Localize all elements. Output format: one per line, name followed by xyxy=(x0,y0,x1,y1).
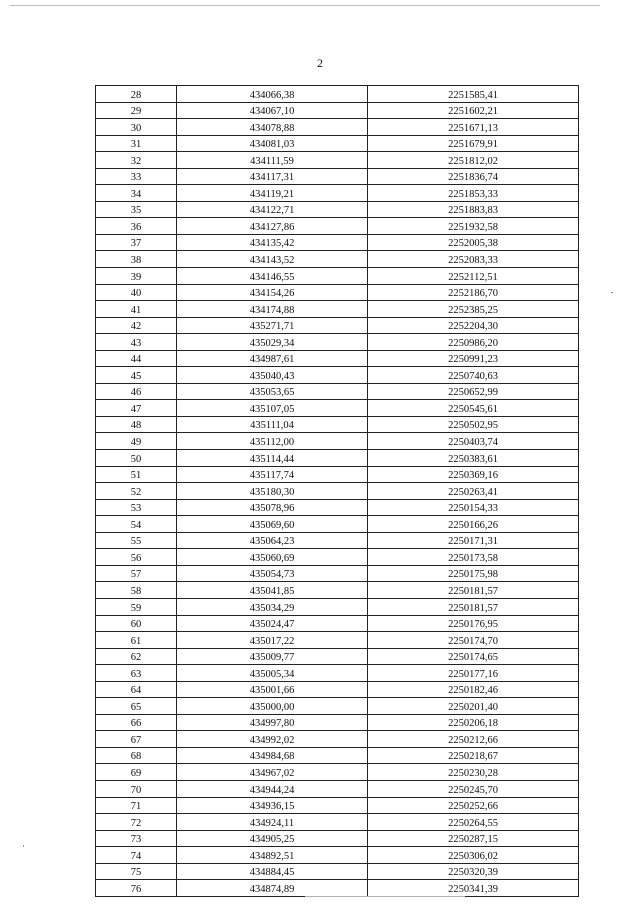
x-coordinate-cell: 435001,66 xyxy=(177,681,368,698)
point-number-cell: 34 xyxy=(96,185,177,202)
point-number-cell: 29 xyxy=(96,102,177,119)
table-row xyxy=(96,532,579,549)
point-number-cell: 56 xyxy=(96,549,177,566)
y-coordinate-cell: 2250182,46 xyxy=(368,681,579,698)
point-number-cell: 28 xyxy=(96,86,177,103)
point-number-cell: 58 xyxy=(96,582,177,599)
y-coordinate-cell: 2250369,16 xyxy=(368,466,579,483)
table-row xyxy=(96,218,579,235)
table-row xyxy=(96,383,579,400)
point-number-cell: 71 xyxy=(96,797,177,814)
y-coordinate-cell: 2250264,55 xyxy=(368,814,579,831)
table-row xyxy=(96,334,579,351)
top-border-line xyxy=(10,5,600,6)
x-coordinate-cell: 434111,59 xyxy=(177,152,368,169)
point-number-cell: 42 xyxy=(96,317,177,334)
y-coordinate-cell: 2252083,33 xyxy=(368,251,579,268)
x-coordinate-cell: 435271,71 xyxy=(177,317,368,334)
x-coordinate-cell: 434884,45 xyxy=(177,863,368,880)
table-row xyxy=(96,549,579,566)
y-coordinate-cell: 2250403,74 xyxy=(368,433,579,450)
y-coordinate-cell: 2250173,58 xyxy=(368,549,579,566)
table-row xyxy=(96,797,579,814)
x-coordinate-cell: 434117,31 xyxy=(177,168,368,185)
x-coordinate-cell: 435064,23 xyxy=(177,532,368,549)
point-number-cell: 46 xyxy=(96,383,177,400)
x-coordinate-cell: 435107,05 xyxy=(177,400,368,417)
x-coordinate-cell: 434122,71 xyxy=(177,201,368,218)
table-row xyxy=(96,400,579,417)
point-number-cell: 45 xyxy=(96,367,177,384)
x-coordinate-cell: 435114,44 xyxy=(177,450,368,467)
x-coordinate-cell: 434874,89 xyxy=(177,880,368,897)
y-coordinate-cell: 2250230,28 xyxy=(368,764,579,781)
y-coordinate-cell: 2250252,66 xyxy=(368,797,579,814)
x-coordinate-cell: 434992,02 xyxy=(177,731,368,748)
y-coordinate-cell: 2252186,70 xyxy=(368,284,579,301)
point-number-cell: 39 xyxy=(96,268,177,285)
point-number-cell: 65 xyxy=(96,698,177,715)
x-coordinate-cell: 434944,24 xyxy=(177,780,368,797)
table-row xyxy=(96,317,579,334)
table-row xyxy=(96,483,579,500)
table-row xyxy=(96,847,579,864)
point-number-cell: 36 xyxy=(96,218,177,235)
point-number-cell: 72 xyxy=(96,814,177,831)
table-row xyxy=(96,648,579,665)
x-coordinate-cell: 435069,60 xyxy=(177,516,368,533)
point-number-cell: 67 xyxy=(96,731,177,748)
y-coordinate-cell: 2250306,02 xyxy=(368,847,579,864)
y-coordinate-cell: 2250201,40 xyxy=(368,698,579,715)
y-coordinate-cell: 2250545,61 xyxy=(368,400,579,417)
y-coordinate-cell: 2250174,70 xyxy=(368,632,579,649)
point-number-cell: 33 xyxy=(96,168,177,185)
x-coordinate-cell: 435041,85 xyxy=(177,582,368,599)
x-coordinate-cell: 435005,34 xyxy=(177,665,368,682)
y-coordinate-cell: 2250740,63 xyxy=(368,367,579,384)
y-coordinate-cell: 2252112,51 xyxy=(368,268,579,285)
table-row xyxy=(96,665,579,682)
y-coordinate-cell: 2250174,65 xyxy=(368,648,579,665)
x-coordinate-cell: 434984,68 xyxy=(177,747,368,764)
x-coordinate-cell: 434081,03 xyxy=(177,135,368,152)
y-coordinate-cell: 2251602,21 xyxy=(368,102,579,119)
point-number-cell: 31 xyxy=(96,135,177,152)
table-row xyxy=(96,251,579,268)
table-row xyxy=(96,168,579,185)
point-number-cell: 74 xyxy=(96,847,177,864)
point-number-cell: 66 xyxy=(96,714,177,731)
x-coordinate-cell: 434936,15 xyxy=(177,797,368,814)
page-number: 2 xyxy=(317,56,323,70)
table-row xyxy=(96,731,579,748)
x-coordinate-cell: 434987,61 xyxy=(177,350,368,367)
point-number-cell: 60 xyxy=(96,615,177,632)
table-row xyxy=(96,565,579,582)
y-coordinate-cell: 2251836,74 xyxy=(368,168,579,185)
x-coordinate-cell: 435180,30 xyxy=(177,483,368,500)
scan-speck xyxy=(611,292,613,293)
y-coordinate-cell: 2250502,95 xyxy=(368,416,579,433)
table-row xyxy=(96,499,579,516)
point-number-cell: 40 xyxy=(96,284,177,301)
x-coordinate-cell: 434143,52 xyxy=(177,251,368,268)
x-coordinate-cell: 434154,26 xyxy=(177,284,368,301)
point-number-cell: 57 xyxy=(96,565,177,582)
y-coordinate-cell: 2250986,20 xyxy=(368,334,579,351)
x-coordinate-cell: 435040,43 xyxy=(177,367,368,384)
y-coordinate-cell: 2250341,39 xyxy=(368,880,579,897)
x-coordinate-cell: 434924,11 xyxy=(177,814,368,831)
x-coordinate-cell: 434997,80 xyxy=(177,714,368,731)
point-number-cell: 30 xyxy=(96,119,177,136)
table-row xyxy=(96,714,579,731)
x-coordinate-cell: 435112,00 xyxy=(177,433,368,450)
point-number-cell: 37 xyxy=(96,234,177,251)
y-coordinate-cell: 2251679,91 xyxy=(368,135,579,152)
point-number-cell: 38 xyxy=(96,251,177,268)
y-coordinate-cell: 2250154,33 xyxy=(368,499,579,516)
y-coordinate-cell: 2250176,95 xyxy=(368,615,579,632)
table-row xyxy=(96,582,579,599)
point-number-cell: 51 xyxy=(96,466,177,483)
y-coordinate-cell: 2250171,31 xyxy=(368,532,579,549)
point-number-cell: 69 xyxy=(96,764,177,781)
x-coordinate-cell: 434078,88 xyxy=(177,119,368,136)
x-coordinate-cell: 434967,02 xyxy=(177,764,368,781)
y-coordinate-cell: 2251932,58 xyxy=(368,218,579,235)
y-coordinate-cell: 2251671,13 xyxy=(368,119,579,136)
x-coordinate-cell: 435024,47 xyxy=(177,615,368,632)
point-number-cell: 41 xyxy=(96,301,177,318)
point-number-cell: 61 xyxy=(96,632,177,649)
x-coordinate-cell: 435009,77 xyxy=(177,648,368,665)
point-number-cell: 43 xyxy=(96,334,177,351)
point-number-cell: 35 xyxy=(96,201,177,218)
point-number-cell: 52 xyxy=(96,483,177,500)
x-coordinate-cell: 435000,00 xyxy=(177,698,368,715)
y-coordinate-cell: 2250175,98 xyxy=(368,565,579,582)
table-row xyxy=(96,152,579,169)
coordinates-table-body xyxy=(96,86,579,897)
table-row xyxy=(96,367,579,384)
table-row xyxy=(96,764,579,781)
y-coordinate-cell: 2250652,99 xyxy=(368,383,579,400)
y-coordinate-cell: 2250166,26 xyxy=(368,516,579,533)
point-number-cell: 59 xyxy=(96,598,177,615)
x-coordinate-cell: 434892,51 xyxy=(177,847,368,864)
y-coordinate-cell: 2252204,30 xyxy=(368,317,579,334)
y-coordinate-cell: 2251883,83 xyxy=(368,201,579,218)
table-row xyxy=(96,201,579,218)
table-row xyxy=(96,416,579,433)
table-row xyxy=(96,433,579,450)
table-row xyxy=(96,185,579,202)
y-coordinate-cell: 2251585,41 xyxy=(368,86,579,103)
x-coordinate-cell: 434119,21 xyxy=(177,185,368,202)
point-number-cell: 44 xyxy=(96,350,177,367)
y-coordinate-cell: 2250181,57 xyxy=(368,582,579,599)
point-number-cell: 54 xyxy=(96,516,177,533)
y-coordinate-cell: 2250383,61 xyxy=(368,450,579,467)
point-number-cell: 63 xyxy=(96,665,177,682)
x-coordinate-cell: 435117,74 xyxy=(177,466,368,483)
table-row xyxy=(96,466,579,483)
point-number-cell: 48 xyxy=(96,416,177,433)
y-coordinate-cell: 2251812,02 xyxy=(368,152,579,169)
x-coordinate-cell: 435029,34 xyxy=(177,334,368,351)
coordinates-table xyxy=(95,85,579,897)
table-row xyxy=(96,681,579,698)
table-row xyxy=(96,780,579,797)
table-row xyxy=(96,698,579,715)
x-coordinate-cell: 434905,25 xyxy=(177,830,368,847)
x-coordinate-cell: 434174,88 xyxy=(177,301,368,318)
table-row xyxy=(96,516,579,533)
y-coordinate-cell: 2250320,39 xyxy=(368,863,579,880)
y-coordinate-cell: 2250263,41 xyxy=(368,483,579,500)
y-coordinate-cell: 2250212,66 xyxy=(368,731,579,748)
table-row xyxy=(96,830,579,847)
y-coordinate-cell: 2250218,67 xyxy=(368,747,579,764)
x-coordinate-cell: 434067,10 xyxy=(177,102,368,119)
table-row xyxy=(96,632,579,649)
table-row xyxy=(96,350,579,367)
table-row xyxy=(96,880,579,897)
table-row xyxy=(96,135,579,152)
x-coordinate-cell: 434127,86 xyxy=(177,218,368,235)
table-row xyxy=(96,863,579,880)
y-coordinate-cell: 2250181,57 xyxy=(368,598,579,615)
scan-speck xyxy=(23,845,24,847)
y-coordinate-cell: 2252005,38 xyxy=(368,234,579,251)
y-coordinate-cell: 2250287,15 xyxy=(368,830,579,847)
table-row xyxy=(96,119,579,136)
point-number-cell: 50 xyxy=(96,450,177,467)
point-number-cell: 32 xyxy=(96,152,177,169)
point-number-cell: 75 xyxy=(96,863,177,880)
table-row xyxy=(96,301,579,318)
bottom-border-line xyxy=(305,896,465,897)
table-row xyxy=(96,102,579,119)
table-row xyxy=(96,615,579,632)
x-coordinate-cell: 434066,38 xyxy=(177,86,368,103)
x-coordinate-cell: 434146,55 xyxy=(177,268,368,285)
table-row xyxy=(96,268,579,285)
x-coordinate-cell: 435078,96 xyxy=(177,499,368,516)
x-coordinate-cell: 435017,22 xyxy=(177,632,368,649)
point-number-cell: 55 xyxy=(96,532,177,549)
x-coordinate-cell: 435034,29 xyxy=(177,598,368,615)
table-row xyxy=(96,284,579,301)
table-row xyxy=(96,747,579,764)
table-row xyxy=(96,450,579,467)
y-coordinate-cell: 2251853,33 xyxy=(368,185,579,202)
x-coordinate-cell: 435053,65 xyxy=(177,383,368,400)
point-number-cell: 64 xyxy=(96,681,177,698)
x-coordinate-cell: 435060,69 xyxy=(177,549,368,566)
x-coordinate-cell: 435111,04 xyxy=(177,416,368,433)
table-row xyxy=(96,598,579,615)
table-row xyxy=(96,234,579,251)
table-row xyxy=(96,814,579,831)
table-row xyxy=(96,86,579,103)
point-number-cell: 70 xyxy=(96,780,177,797)
y-coordinate-cell: 2252385,25 xyxy=(368,301,579,318)
x-coordinate-cell: 434135,42 xyxy=(177,234,368,251)
y-coordinate-cell: 2250245,70 xyxy=(368,780,579,797)
x-coordinate-cell: 435054,73 xyxy=(177,565,368,582)
point-number-cell: 62 xyxy=(96,648,177,665)
y-coordinate-cell: 2250991,23 xyxy=(368,350,579,367)
point-number-cell: 47 xyxy=(96,400,177,417)
y-coordinate-cell: 2250206,18 xyxy=(368,714,579,731)
y-coordinate-cell: 2250177,16 xyxy=(368,665,579,682)
point-number-cell: 49 xyxy=(96,433,177,450)
point-number-cell: 53 xyxy=(96,499,177,516)
point-number-cell: 68 xyxy=(96,747,177,764)
point-number-cell: 73 xyxy=(96,830,177,847)
point-number-cell: 76 xyxy=(96,880,177,897)
